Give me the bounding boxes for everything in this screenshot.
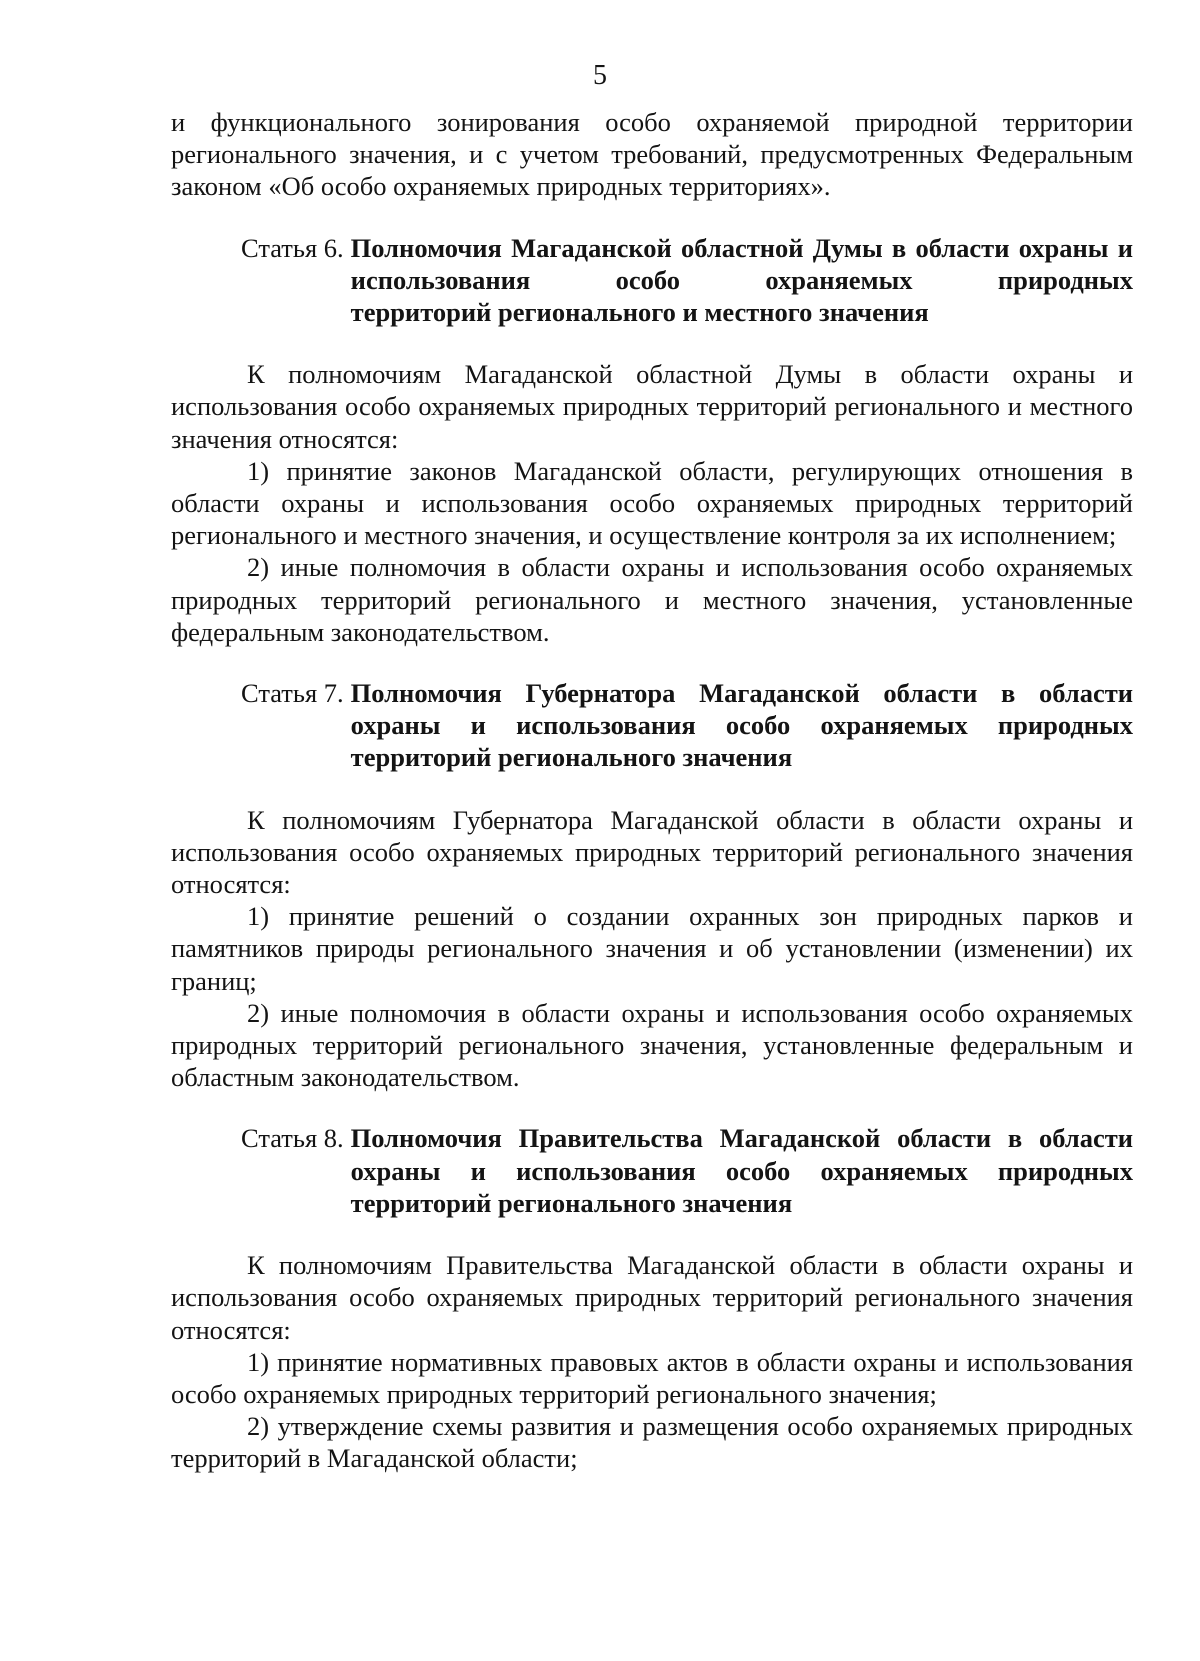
article-7-item-1: 1) принятие решений о создании охранных зон природных парков и памятников природы регионального значения и об установлении (изменении) их границ; — [171, 901, 1133, 996]
article-title — [351, 677, 1133, 774]
article-title-main: Полномочия Правительства Магаданской области в области охраны и использования особо охраняемых природных — [350, 1123, 1133, 1186]
article-title — [351, 232, 1133, 329]
intro-paragraph: и функционального зонирования особо охраняемой природной территории регионального значения, и с учетом требований, предусмотренных Федеральным законом «Об особо охраняемых природных территориях». — [171, 107, 1133, 202]
article-6-heading — [171, 232, 1133, 329]
article-7-lead: К полномочиям Губернатора Магаданской области в области охраны и использования особо охраняемых природных территорий регионального значения относятся: — [171, 804, 1133, 900]
article-title-main: Полномочия Губернатора Магаданской области в области охраны и использования особо охраняемых природных — [350, 678, 1133, 741]
article-7-heading — [171, 677, 1133, 774]
article-title — [351, 1122, 1133, 1219]
article-8-item-1: 1) принятие нормативных правовых актов в области охраны и использования особо охраняемых природных территорий регионального значения; — [171, 1346, 1133, 1409]
article-number: Статья 7. — [241, 678, 344, 709]
article-title-last: территорий регионального и местного значения — [350, 297, 929, 328]
article-title-last: территорий регионального значения — [350, 1187, 793, 1218]
article-title-last: территорий регионального значения — [350, 742, 793, 773]
document-body — [171, 106, 1133, 1475]
article-6-item-1: 1) принятие законов Магаданской области, регулирующих отношения в области охраны и использования особо охраняемых природных территорий регионального и местного значения, и осуществление контроля за их исполнением; — [171, 455, 1133, 551]
article-6-item-2: 2) иные полномочия в области охраны и использования особо охраняемых природных территорий регионального и местного значения, установленные федеральным законодательством. — [171, 552, 1133, 647]
article-7-item-2: 2) иные полномочия в области охраны и использования особо охраняемых природных территорий регионального значения, установленные федеральным и областным законодательством. — [171, 997, 1133, 1093]
article-number: Статья 8. — [241, 1123, 344, 1154]
article-8-heading — [171, 1122, 1133, 1219]
article-title-main: Полномочия Магаданской областной Думы в области охраны и использования особо охраняемых природных — [350, 232, 1133, 295]
article-6-lead: К полномочиям Магаданской областной Думы в области охраны и использования особо охраняемых природных территорий регионального и местного значения относятся: — [171, 359, 1133, 454]
article-number: Статья 6. — [241, 232, 344, 263]
page-number: 5 — [593, 60, 607, 91]
article-8-item-2: 2) утверждение схемы развития и размещения особо охраняемых природных территорий в Магаданской области; — [171, 1411, 1133, 1474]
article-8-lead: К полномочиям Правительства Магаданской области в области охраны и использования особо охраняемых природных территорий регионального значения относятся: — [171, 1250, 1133, 1345]
